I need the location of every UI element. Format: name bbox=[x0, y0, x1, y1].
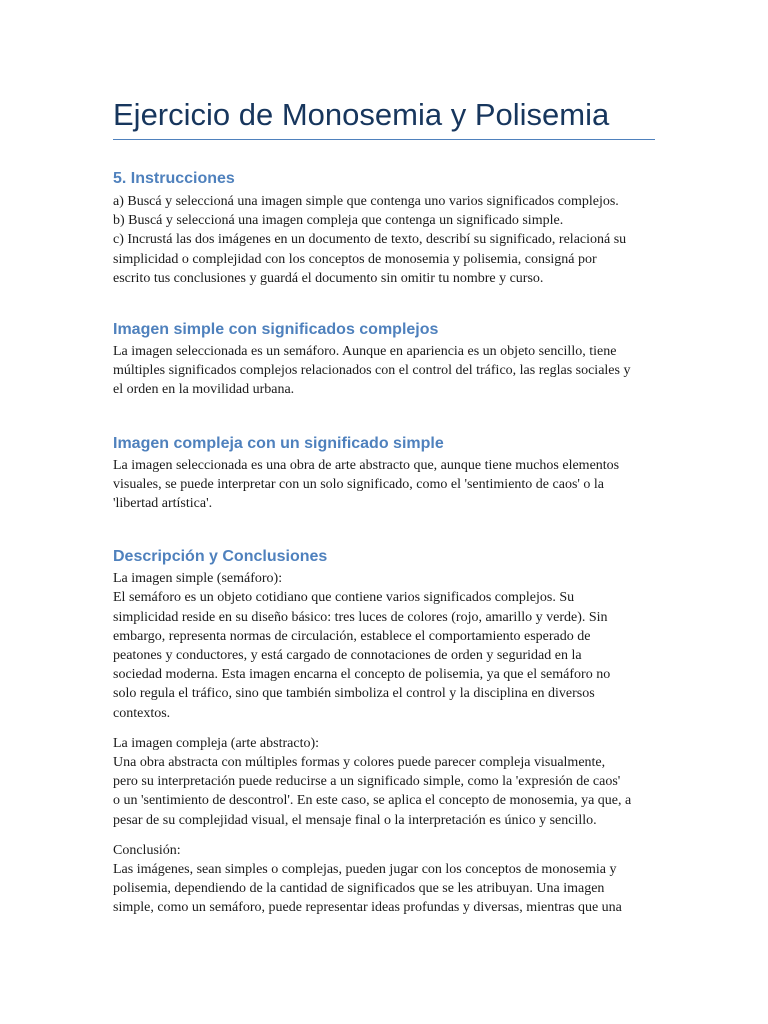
document-page bbox=[113, 0, 655, 918]
conclusion-paragraph bbox=[113, 841, 655, 918]
arte-abstracto-paragraph bbox=[113, 734, 655, 830]
text-line: c) Incrustá las dos imágenes en un documento de texto, describí su significado, relacioná su bbox=[113, 232, 627, 248]
text-line: solo regula el tráfico, sino que también simboliza el control y la disciplina en diversos bbox=[113, 686, 595, 702]
text-line: pesar de su complejidad visual, el mensaje final o la interpretación es único y sencillo. bbox=[113, 812, 597, 828]
section-descripcion-conclusiones bbox=[113, 546, 655, 917]
text-line: La imagen simple (semáforo): bbox=[113, 571, 283, 587]
text-line: múltiples significados complejos relacionados con el control del tráfico, las reglas sociales y bbox=[113, 363, 631, 379]
text-line: La imagen seleccionada es un semáforo. Aunque en apariencia es un objeto sencillo, tiene bbox=[113, 344, 617, 360]
text-line: el orden en la movilidad urbana. bbox=[113, 382, 295, 398]
text-line: peatones y conductores, y está cargado de connotaciones de orden y seguridad en la bbox=[113, 648, 582, 664]
text-line: La imagen compleja (arte abstracto): bbox=[113, 735, 320, 751]
section-heading-imagen-simple: Imagen simple con significados complejos bbox=[113, 321, 439, 339]
section-instrucciones bbox=[113, 168, 655, 288]
imagen-simple-paragraph bbox=[113, 342, 655, 400]
imagen-compleja-paragraph bbox=[113, 456, 655, 514]
text-line: contextos. bbox=[113, 705, 171, 721]
text-line: visuales, se puede interpretar con un solo significado, como el 'sentimiento de caos' o la bbox=[113, 476, 605, 492]
instrucciones-paragraph bbox=[113, 192, 655, 288]
text-line: Una obra abstracta con múltiples formas y colores puede parecer compleja visualmente, bbox=[113, 755, 606, 771]
text-line: a) Buscá y seleccioná una imagen simple que contenga uno varios significados complejos. bbox=[113, 194, 619, 209]
text-line: pero su interpretación puede reducirse a un significado simple, como la 'expresión de caos' bbox=[113, 774, 621, 790]
text-line: polisemia, dependiendo de la cantidad de significados que se les atribuyan. Una imagen bbox=[113, 881, 605, 897]
paragraph-spacer bbox=[113, 830, 655, 841]
text-line: Las imágenes, sean simples o complejas, pueden jugar con los conceptos de monosemia y bbox=[113, 862, 617, 878]
text-line: El semáforo es un objeto cotidiano que contiene varios significados complejos. Su bbox=[113, 590, 575, 606]
paragraph-spacer bbox=[113, 723, 655, 734]
text-line: simple, como un semáforo, puede representar ideas profundas y diversas, mientras que una bbox=[113, 900, 622, 916]
text-line: embargo, representa normas de circulación, establece el comportamiento esperado de bbox=[113, 628, 591, 644]
section-heading-imagen-compleja: Imagen compleja con un significado simple bbox=[113, 434, 444, 452]
text-line: o un 'sentimiento de descontrol'. En este caso, se aplica el concepto de monosemia, ya que, a bbox=[113, 793, 632, 809]
semaforo-paragraph bbox=[113, 569, 655, 723]
text-line: b) Buscá y seleccioná una imagen compleja que contenga un significado simple. bbox=[113, 213, 564, 229]
section-imagen-simple bbox=[113, 319, 655, 400]
text-line: Conclusión: bbox=[113, 842, 181, 858]
text-line: La imagen seleccionada es una obra de arte abstracto que, aunque tiene muchos elementos bbox=[113, 457, 620, 473]
section-heading-instrucciones: 5. Instrucciones bbox=[113, 170, 235, 187]
section-imagen-compleja bbox=[113, 433, 655, 514]
text-line: sociedad moderna. Esta imagen encarna el concepto de polisemia, ya que el semáforo no bbox=[113, 667, 611, 683]
text-line: escrito tus conclusiones y guardá el documento sin omitir tu nombre y curso. bbox=[113, 270, 544, 286]
text-line: simplicidad reside en su diseño básico: tres luces de colores (rojo, amarillo y verde). Sin bbox=[113, 609, 608, 625]
text-line: 'libertad artística'. bbox=[113, 496, 213, 512]
text-line: simplicidad o complejidad con los conceptos de monosemia y polisemia, consigná por bbox=[113, 251, 597, 267]
section-heading-descripcion: Descripción y Conclusiones bbox=[113, 548, 328, 566]
document-title: Ejercicio de Monosemia y Polisemia bbox=[113, 0, 655, 140]
